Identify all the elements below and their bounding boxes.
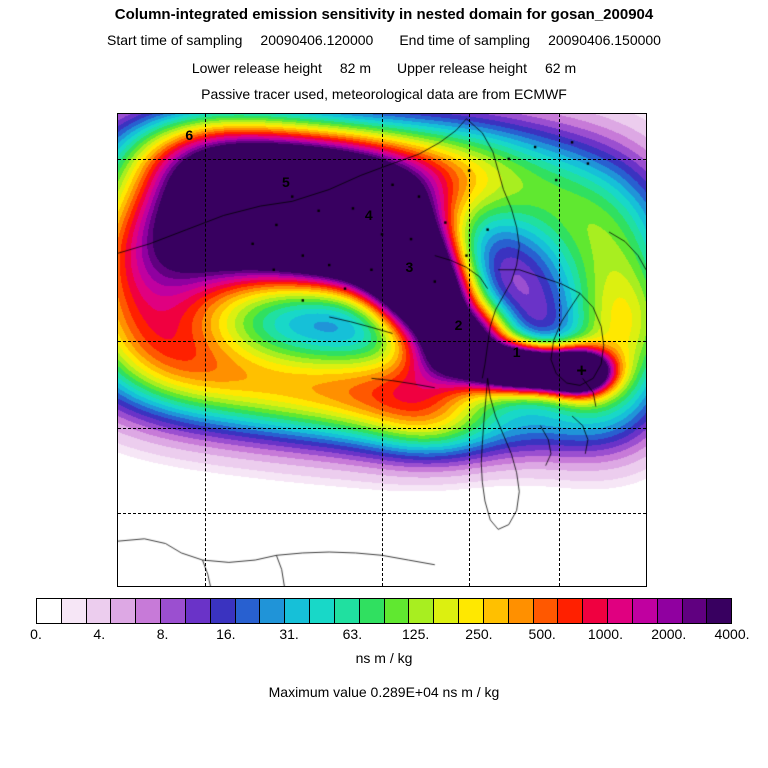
contour-label: 3 — [405, 259, 414, 276]
colorbar-segment — [633, 599, 658, 623]
colorbar-segment — [409, 599, 434, 623]
colorbar-segment — [608, 599, 633, 623]
contour-label: 6 — [185, 127, 194, 144]
colorbar-segment — [37, 599, 62, 623]
colorbar-tick: 63. — [342, 626, 363, 642]
colorbar-segment — [707, 599, 731, 623]
colorbar-segment — [335, 599, 360, 623]
gridline-horizontal — [118, 341, 646, 342]
lower-release-value: 82 m — [339, 60, 371, 76]
gridline-vertical — [382, 114, 383, 586]
colorbar-units: ns m / kg — [355, 650, 413, 666]
colorbar-segment — [285, 599, 310, 623]
start-time-label: Start time of sampling — [107, 32, 243, 48]
colorbar-segment — [186, 599, 211, 623]
colorbar-segment — [385, 599, 410, 623]
contour-label: 1 — [512, 344, 521, 361]
colorbar-tick: 250. — [465, 626, 493, 642]
colorbar-segment — [583, 599, 608, 623]
maximum-value-text: Maximum value 0.289E+04 ns m / kg — [268, 684, 500, 700]
colorbar-tick: 125. — [402, 626, 430, 642]
release-height-line — [0, 60, 768, 76]
colorbar-segment — [211, 599, 236, 623]
colorbar-tick: 4. — [93, 626, 106, 642]
end-time-label: End time of sampling — [399, 32, 531, 48]
colorbar-tick: 2000. — [651, 626, 687, 642]
tracer-note: Passive tracer used, meteorological data are from ECMWF — [201, 86, 567, 102]
colorbar-tick-labels — [0, 626, 768, 644]
gridline-horizontal — [118, 428, 646, 429]
colorbar-segment — [161, 599, 186, 623]
gridline-vertical — [559, 114, 560, 586]
gridline-vertical — [469, 114, 470, 586]
contour-label: 2 — [454, 317, 463, 334]
end-time-value: 20090406.150000 — [548, 32, 661, 48]
colorbar-tick: 1000. — [587, 626, 623, 642]
colorbar-segment — [509, 599, 534, 623]
colorbar — [36, 598, 732, 624]
colorbar-segment — [534, 599, 559, 623]
colorbar-segment — [459, 599, 484, 623]
colorbar-segment — [558, 599, 583, 623]
colorbar-segment — [136, 599, 161, 623]
colorbar-tick: 8. — [156, 626, 169, 642]
map-plot-area — [117, 113, 647, 587]
gridline-horizontal — [118, 513, 646, 514]
colorbar-segment — [484, 599, 509, 623]
upper-release-value: 62 m — [544, 60, 577, 76]
contour-label: 4 — [364, 207, 373, 224]
upper-release-label: Upper release height — [397, 60, 527, 76]
colorbar-segment — [434, 599, 459, 623]
colorbar-segment — [360, 599, 385, 623]
colorbar-segment — [111, 599, 136, 623]
colorbar-tick: 0. — [30, 626, 42, 642]
colorbar-segment — [87, 599, 112, 623]
lower-release-label: Lower release height — [191, 60, 322, 76]
colorbar-segment — [260, 599, 285, 623]
colorbar-tick: 16. — [216, 626, 236, 642]
colorbar-segment — [310, 599, 335, 623]
gridline-horizontal — [118, 159, 646, 160]
colorbar-tick: 4000. — [714, 626, 750, 642]
colorbar-tick: 31. — [279, 626, 299, 642]
contour-label: 5 — [281, 174, 290, 191]
colorbar-tick: 500. — [528, 626, 556, 642]
sampling-time-line — [0, 32, 768, 48]
start-time-value: 20090406.120000 — [260, 32, 374, 48]
colorbar-segment — [658, 599, 683, 623]
gridline-vertical — [205, 114, 206, 586]
release-site-marker: + — [576, 360, 587, 381]
colorbar-segment — [62, 599, 87, 623]
page-title: Column-integrated emission sensitivity in nested domain for gosan_200904 — [114, 6, 654, 23]
colorbar-segment — [236, 599, 261, 623]
colorbar-segment — [683, 599, 708, 623]
